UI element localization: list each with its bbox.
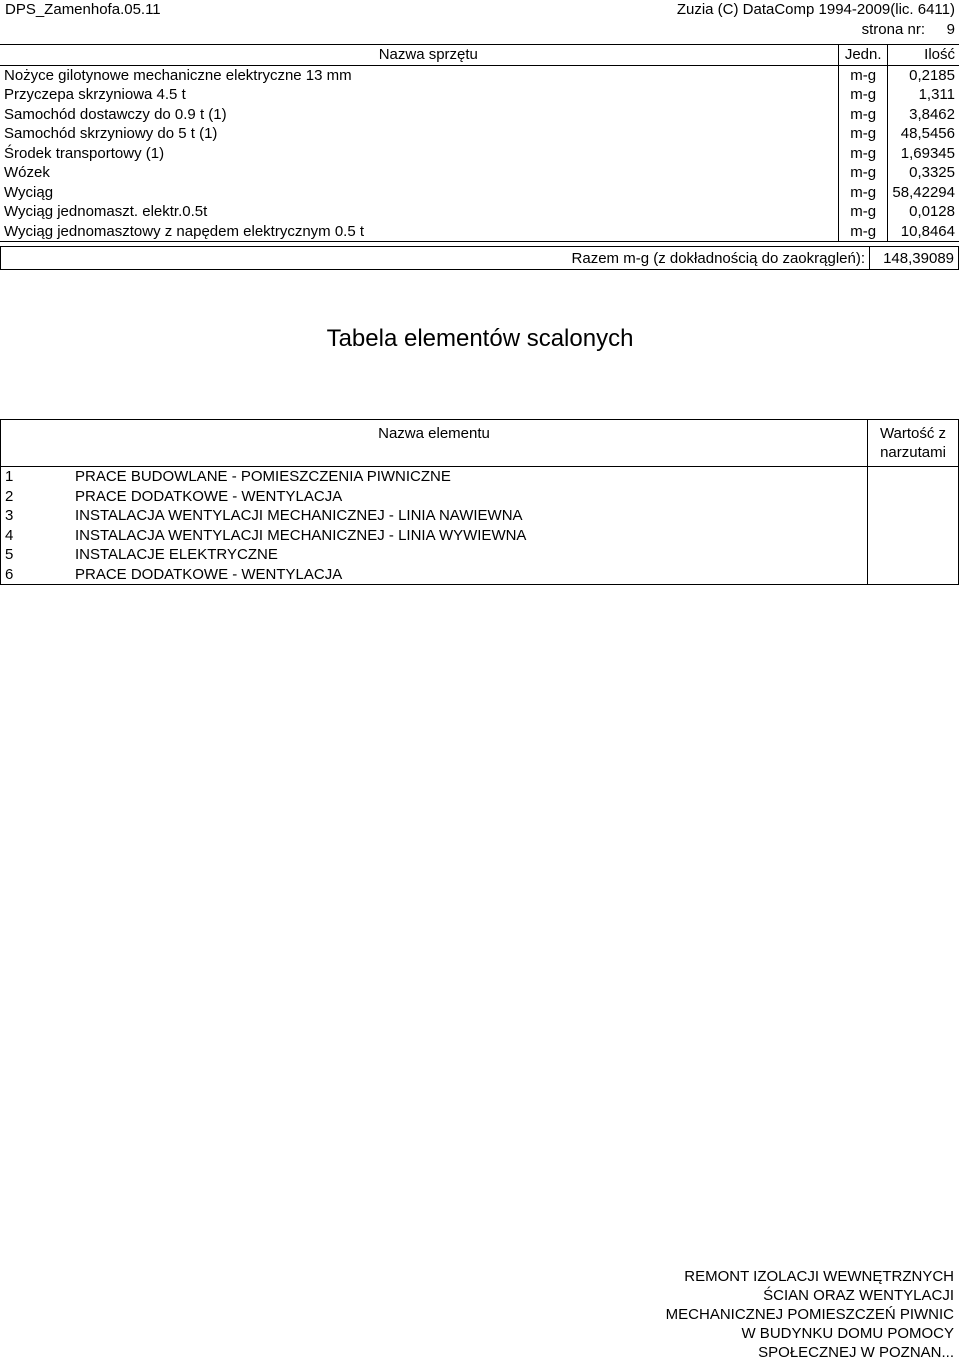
equipment-table — [0, 44, 959, 242]
equipment-unit: m-g — [838, 65, 888, 85]
equipment-unit: m-g — [838, 85, 888, 105]
equipment-qty: 1,69345 — [888, 144, 959, 164]
element-number: 5 — [5, 546, 14, 564]
equipment-unit: m-g — [838, 144, 888, 164]
element-value — [868, 565, 959, 585]
col-header-value-line2: narzutami — [880, 444, 946, 461]
project-title-line: ŚCIAN ORAZ WENTYLACJI — [763, 1287, 954, 1304]
col-header-name: Nazwa sprzętu — [0, 45, 838, 66]
equipment-name: Wózek — [4, 164, 50, 182]
page-indicator — [677, 20, 955, 40]
equipment-row — [0, 85, 959, 105]
equipment-name: Wyciąg — [4, 183, 54, 201]
element-value — [868, 526, 959, 546]
file-name: DPS_Zamenhofa.05.11 — [5, 1, 161, 18]
equipment-qty: 10,8464 — [888, 222, 959, 242]
equipment-name: Przyczepa skrzyniowa 4.5 t — [4, 86, 186, 104]
element-name: PRACE DODATKOWE - WENTYLACJA — [75, 487, 343, 505]
element-name: INSTALACJE ELEKTRYCZNE — [75, 546, 278, 564]
element-number: 6 — [5, 565, 14, 583]
equipment-qty: 1,311 — [888, 85, 959, 105]
element-row — [1, 565, 959, 585]
element-row — [1, 487, 959, 507]
equipment-row — [0, 202, 959, 222]
equipment-name: Wyciąg jednomasztowy z napędem elektrycznym 0.5 t — [0, 222, 838, 242]
equipment-row — [0, 124, 959, 144]
element-number: 4 — [5, 526, 14, 544]
equipment-unit: m-g — [838, 163, 888, 183]
element-row — [1, 467, 959, 487]
project-title-line: W BUDYNKU DOMU POMOCY — [741, 1325, 954, 1342]
element-value — [868, 487, 959, 507]
equipment-unit: m-g — [838, 124, 888, 144]
col-header-value-line1: Wartość z — [879, 425, 947, 442]
total-label: Razem m-g (z dokładnością do zaokrągleń): — [1, 247, 870, 270]
equipment-unit: m-g — [838, 202, 888, 222]
element-row — [1, 506, 959, 526]
element-cell — [1, 487, 868, 507]
equipment-qty: 0,3325 — [888, 163, 959, 183]
total-value: 148,39089 — [870, 247, 959, 270]
element-cell — [1, 467, 868, 487]
equipment-unit: m-g — [838, 105, 888, 125]
element-number: 1 — [5, 468, 14, 486]
equipment-row — [0, 222, 959, 242]
equipment-row — [0, 183, 959, 203]
elements-table-header — [1, 420, 959, 467]
element-name: INSTALACJA WENTYLACJI MECHANICZNEJ - LINIA NAWIEWNA — [75, 507, 523, 525]
page-header-right — [677, 0, 955, 40]
element-row — [1, 545, 959, 565]
col-header-value — [868, 420, 959, 467]
project-title — [624, 1267, 954, 1362]
col-header-element-name: Nazwa elementu — [1, 420, 868, 467]
element-cell — [1, 506, 868, 526]
page-number: 9 — [946, 21, 955, 38]
element-name: PRACE BUDOWLANE - POMIESZCZENIA PIWNICZNE — [75, 468, 451, 486]
section-title: Tabela elementów scalonych — [326, 325, 634, 352]
element-name: INSTALACJA WENTYLACJI MECHANICZNEJ - LINIA WYWIEWNA — [75, 526, 527, 544]
equipment-total — [0, 246, 959, 270]
element-cell — [1, 526, 868, 546]
col-header-unit: Jedn. — [838, 45, 888, 66]
element-value — [868, 467, 959, 487]
elements-table — [0, 419, 959, 585]
element-value — [868, 506, 959, 526]
equipment-name: Nożyce gilotynowe mechaniczne elektryczne 13 mm — [4, 66, 352, 84]
element-value — [868, 545, 959, 565]
col-header-qty: Ilość — [888, 45, 959, 66]
equipment-row — [0, 105, 959, 125]
equipment-name: Samochód dostawczy do 0.9 t (1) — [4, 105, 227, 123]
equipment-qty: 0,2185 — [888, 65, 959, 85]
equipment-name: Wyciąg jednomaszt. elektr.0.5t — [4, 203, 208, 221]
element-cell — [1, 565, 868, 585]
project-title-line: REMONT IZOLACJI WEWNĘTRZNYCH — [684, 1268, 954, 1285]
element-number: 3 — [5, 507, 14, 525]
element-name: PRACE DODATKOWE - WENTYLACJA — [75, 565, 343, 583]
equipment-unit: m-g — [838, 183, 888, 203]
equipment-qty: 48,5456 — [888, 124, 959, 144]
equipment-row — [0, 144, 959, 164]
element-number: 2 — [5, 487, 14, 505]
equipment-qty: 58,42294 — [888, 183, 959, 203]
project-title-line: SPOŁECZNEJ W POZNAN... — [758, 1344, 954, 1361]
equipment-qty: 0,0128 — [888, 202, 959, 222]
equipment-qty: 3,8462 — [888, 105, 959, 125]
equipment-row — [0, 65, 959, 85]
project-title-line: MECHANICZNEJ POMIESZCZEŃ PIWNIC — [665, 1306, 954, 1323]
element-cell — [1, 545, 868, 565]
page-label: strona nr: — [861, 21, 925, 38]
equipment-table-header — [0, 45, 959, 66]
equipment-unit: m-g — [838, 222, 888, 242]
equipment-name: Środek transportowy (1) — [4, 144, 165, 162]
software-info: Zuzia (C) DataComp 1994-2009(lic. 6411) — [676, 1, 955, 18]
element-row — [1, 526, 959, 546]
equipment-name: Samochód skrzyniowy do 5 t (1) — [4, 125, 218, 143]
equipment-row — [0, 163, 959, 183]
